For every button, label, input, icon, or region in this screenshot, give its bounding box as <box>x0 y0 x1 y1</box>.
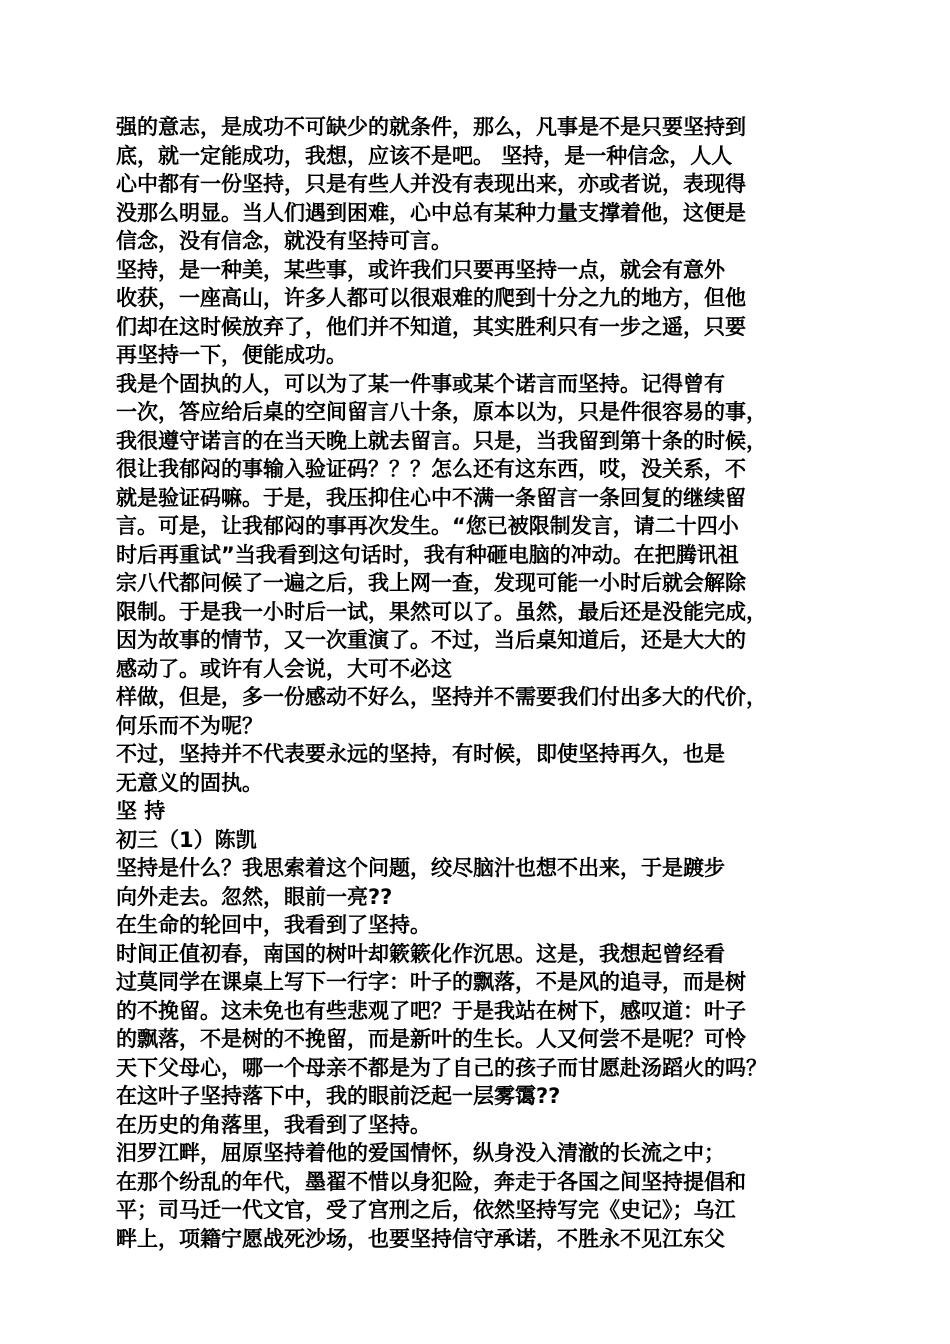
text-line: 感动了。或许有人会说，大可不必这 <box>116 656 452 681</box>
text-line: 初三（1）陈凯 <box>116 827 257 852</box>
text-line: 不过，坚持并不代表要永远的坚持，有时候，即使坚持再久，也是 <box>116 742 725 766</box>
text-line: 我很遵守诺言的在当天晚上就去留言。只是，当我留到第十条的时候， <box>116 428 767 453</box>
text-line: 收获，一座高山，许多人都可以很艰难的爬到十分之九的地方，但他 <box>116 286 746 310</box>
text-line: 过莫同学在课桌上写下一行字：叶子的飘落，不是风的追寻，而是树 <box>116 970 746 994</box>
text-line: 再坚持一下，便能成功。 <box>116 343 347 367</box>
text-line: 坚持，是一种美，某些事，或许我们只要再坚持一点，就会有意外 <box>116 257 725 282</box>
text-line: 因为故事的情节，又一次重演了。不过，当后桌知道后，还是大大的 <box>116 628 746 652</box>
text-line: 在生命的轮回中，我看到了坚持。 <box>116 913 431 937</box>
text-line: 坚持是什么？我思索着这个问题，绞尽脑汁也想不出来，于是踱步 <box>116 856 725 880</box>
text-line: 信念，没有信念，就没有坚持可言。 <box>116 229 452 253</box>
text-line: 底，就一定能成功，我想，应该不是吧。 坚持，是一种信念，人人 <box>116 143 733 168</box>
text-line: 言。可是，让我郁闷的事再次发生。“您已被限制发言，请二十四小 <box>116 514 739 538</box>
text-line: 在那个纷乱的年代，墨翟不惜以身犯险，奔走于各国之间坚持提倡和 <box>116 1169 746 1194</box>
text-line: 汨罗江畔，屈原坚持着他的爱国情怀，纵身没入清澈的长流之中； <box>116 1141 725 1165</box>
text-line: 天下父母心，哪一个母亲不都是为了自己的孩子而甘愿赴汤蹈火的吗？ <box>116 1055 767 1080</box>
text-line: 在这叶子坚持落下中，我的眼前泛起一层雾霭?? <box>116 1084 561 1108</box>
text-line: 何乐而不为呢？ <box>116 713 263 738</box>
text-line: 在历史的角落里，我看到了坚持。 <box>116 1112 431 1137</box>
text-line: 限制。于是我一小时后一试，果然可以了。虽然，最后还是没能完成， <box>116 599 767 624</box>
text-line: 心中都有一份坚持，只是有些人并没有表现出来，亦或者说，表现得 <box>116 172 746 196</box>
text-line: 一次，答应给后桌的空间留言八十条，原本以为，只是件很容易的事， <box>116 400 767 424</box>
text-line: 平；司马迁一代文官，受了宫刑之后，依然坚持写完《史记》；乌江 <box>116 1198 736 1222</box>
text-line: 强的意志，是成功不可缺少的就条件，那么，凡事是不是只要坚持到 <box>116 115 746 139</box>
text-line: 宗八代都问候了一遍之后，我上网一查，发现可能一小时后就会解除 <box>116 571 746 595</box>
text-line: 时后再重试”当我看到这句话时，我有种砸电脑的冲动。在把腾讯祖 <box>116 542 739 567</box>
text-line: 就是验证码嘛。于是，我压抑住心中不满一条留言一条回复的继续留 <box>116 485 746 510</box>
text-line: 坚 持 <box>116 799 166 823</box>
text-line: 无意义的固执。 <box>116 770 263 795</box>
text-line: 没那么明显。当人们遇到困难，心中总有某种力量支撑着他，这便是 <box>116 200 746 225</box>
text-line: 们却在这时候放弃了，他们并不知道，其实胜利只有一步之遥，只要 <box>116 314 746 339</box>
text-line: 的不挽留。这未免也有些悲观了吧？于是我站在树下，感叹道：叶子 <box>116 998 746 1023</box>
text-line: 很让我郁闷的事输入验证码？？？怎么还有这东西，哎，没关系，不 <box>116 457 746 481</box>
text-line: 畔上，项籍宁愿战死沙场，也要坚持信守承诺，不胜永不见江东父 <box>116 1226 725 1251</box>
text-line: 时间正值初春，南国的树叶却簌簌化作沉思。这是，我想起曾经看 <box>116 941 725 966</box>
text-line: 向外走去。忽然，眼前一亮?? <box>116 884 393 909</box>
document-body <box>116 113 856 1253</box>
text-line: 我是个固执的人，可以为了某一件事或某个诺言而坚持。记得曾有 <box>116 371 725 396</box>
text-line: 的飘落，不是树的不挽留，而是新叶的生长。人又何尝不是呢？可怜 <box>116 1027 746 1051</box>
text-line: 样做，但是，多一份感动不好么，坚持并不需要我们付出多大的代价， <box>116 685 767 709</box>
